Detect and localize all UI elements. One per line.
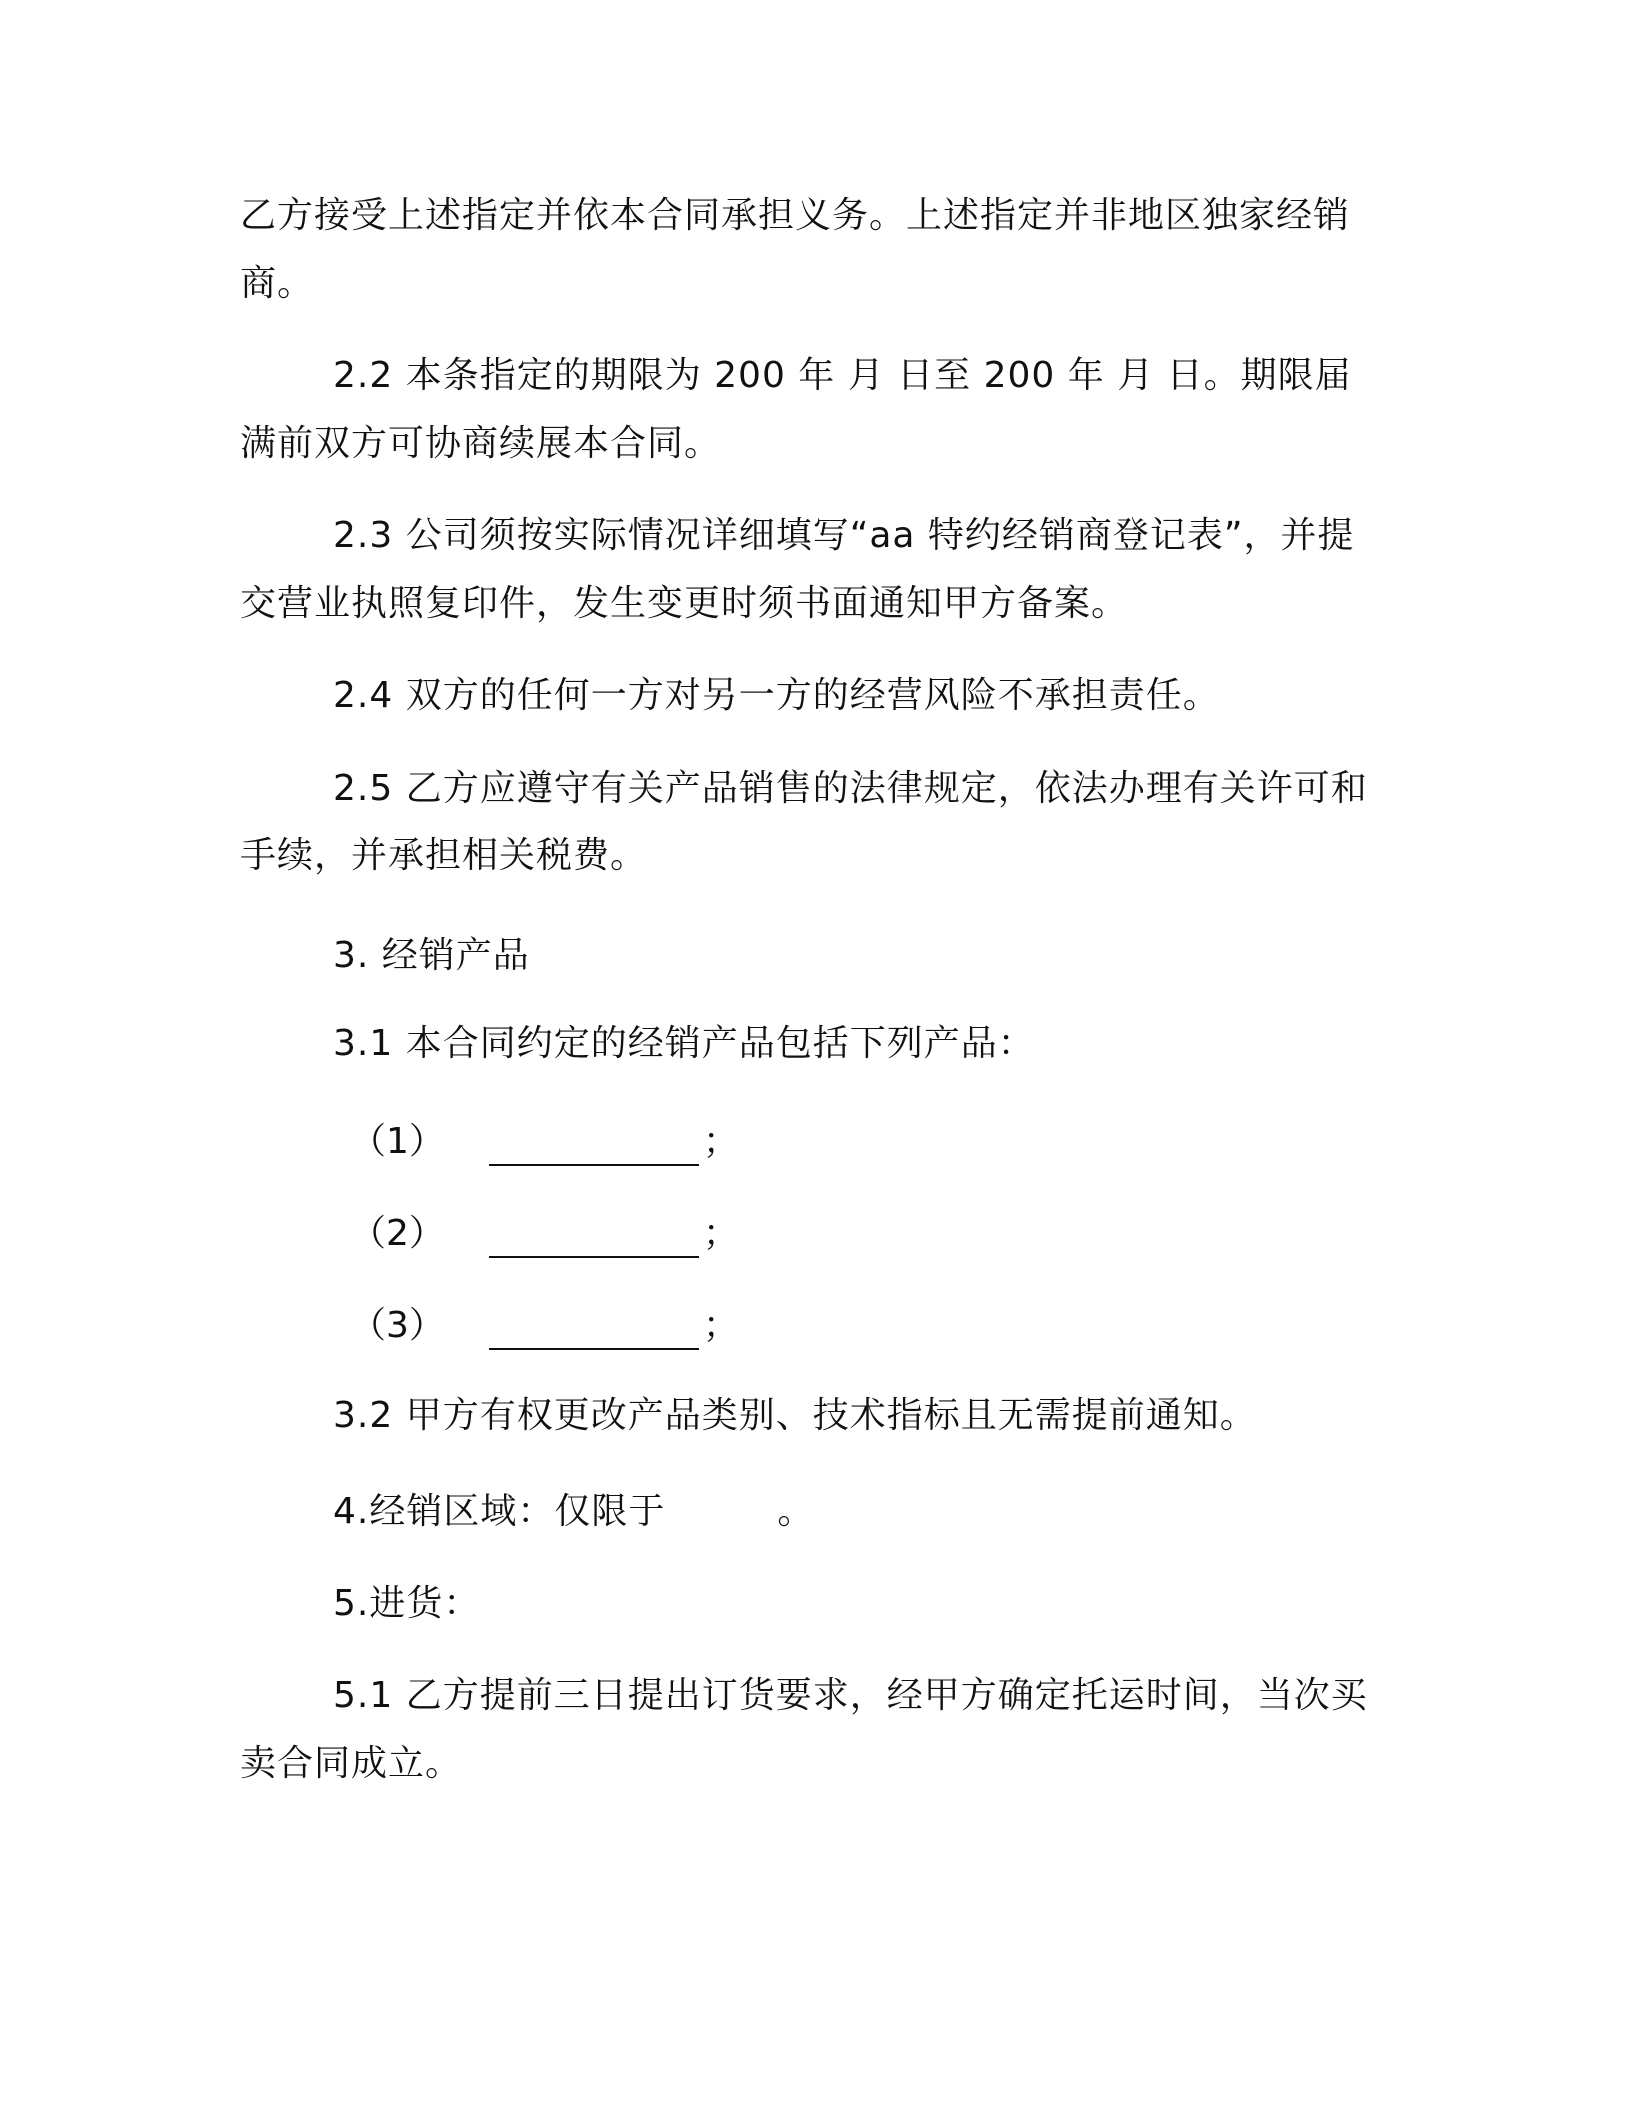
paragraph-line: 满前双方可协商续展本合同。: [240, 423, 722, 464]
section-heading-5: 5.进货：: [333, 1583, 481, 1624]
item-label: （3）: [350, 1305, 445, 1346]
fill-in-blank[interactable]: [489, 1124, 699, 1166]
region-period: 。: [777, 1491, 815, 1532]
fill-in-blank[interactable]: [489, 1216, 699, 1258]
item-suffix: ；: [702, 1121, 739, 1162]
clause-5-1: 5.1 乙方提前三日提出订货要求，经甲方确定托运时间，当次买: [333, 1675, 1368, 1716]
clause-3-2: 3.2 甲方有权更改产品类别、技术指标且无需提前通知。: [333, 1395, 1257, 1436]
paragraph-line: 商。: [240, 263, 315, 304]
item-label: （1）: [350, 1121, 445, 1162]
clause-3-1: 3.1 本合同约定的经销产品包括下列产品：: [333, 1023, 1035, 1064]
item-suffix: ；: [702, 1213, 739, 1254]
product-item-3: [350, 1302, 739, 1350]
clause-4: [333, 1488, 814, 1536]
product-item-2: [350, 1210, 739, 1258]
paragraph-line: 交营业执照复印件，发生变更时须书面通知甲方备案。: [240, 583, 1129, 624]
section-heading-3: 3. 经销产品: [333, 935, 530, 976]
clause-2-3: 2.3 公司须按实际情况详细填写“aa 特约经销商登记表”，并提: [333, 515, 1355, 556]
product-item-1: [350, 1118, 739, 1166]
item-label: （2）: [350, 1213, 445, 1254]
clause-2-2: 2.2 本条指定的期限为 200 年 月 日至 200 年 月 日。期限届: [333, 355, 1352, 396]
region-label: 4.经销区域：仅限于: [333, 1491, 666, 1532]
paragraph-line: 乙方接受上述指定并依本合同承担义务。上述指定并非地区独家经销: [240, 195, 1351, 236]
fill-in-blank[interactable]: [489, 1308, 699, 1350]
clause-2-4: 2.4 双方的任何一方对另一方的经营风险不承担责任。: [333, 675, 1220, 716]
clause-2-5: 2.5 乙方应遵守有关产品销售的法律规定，依法办理有关许可和: [333, 768, 1368, 809]
item-suffix: ；: [702, 1305, 739, 1346]
paragraph-line: 手续，并承担相关税费。: [240, 835, 648, 876]
paragraph-line: 卖合同成立。: [240, 1743, 463, 1784]
